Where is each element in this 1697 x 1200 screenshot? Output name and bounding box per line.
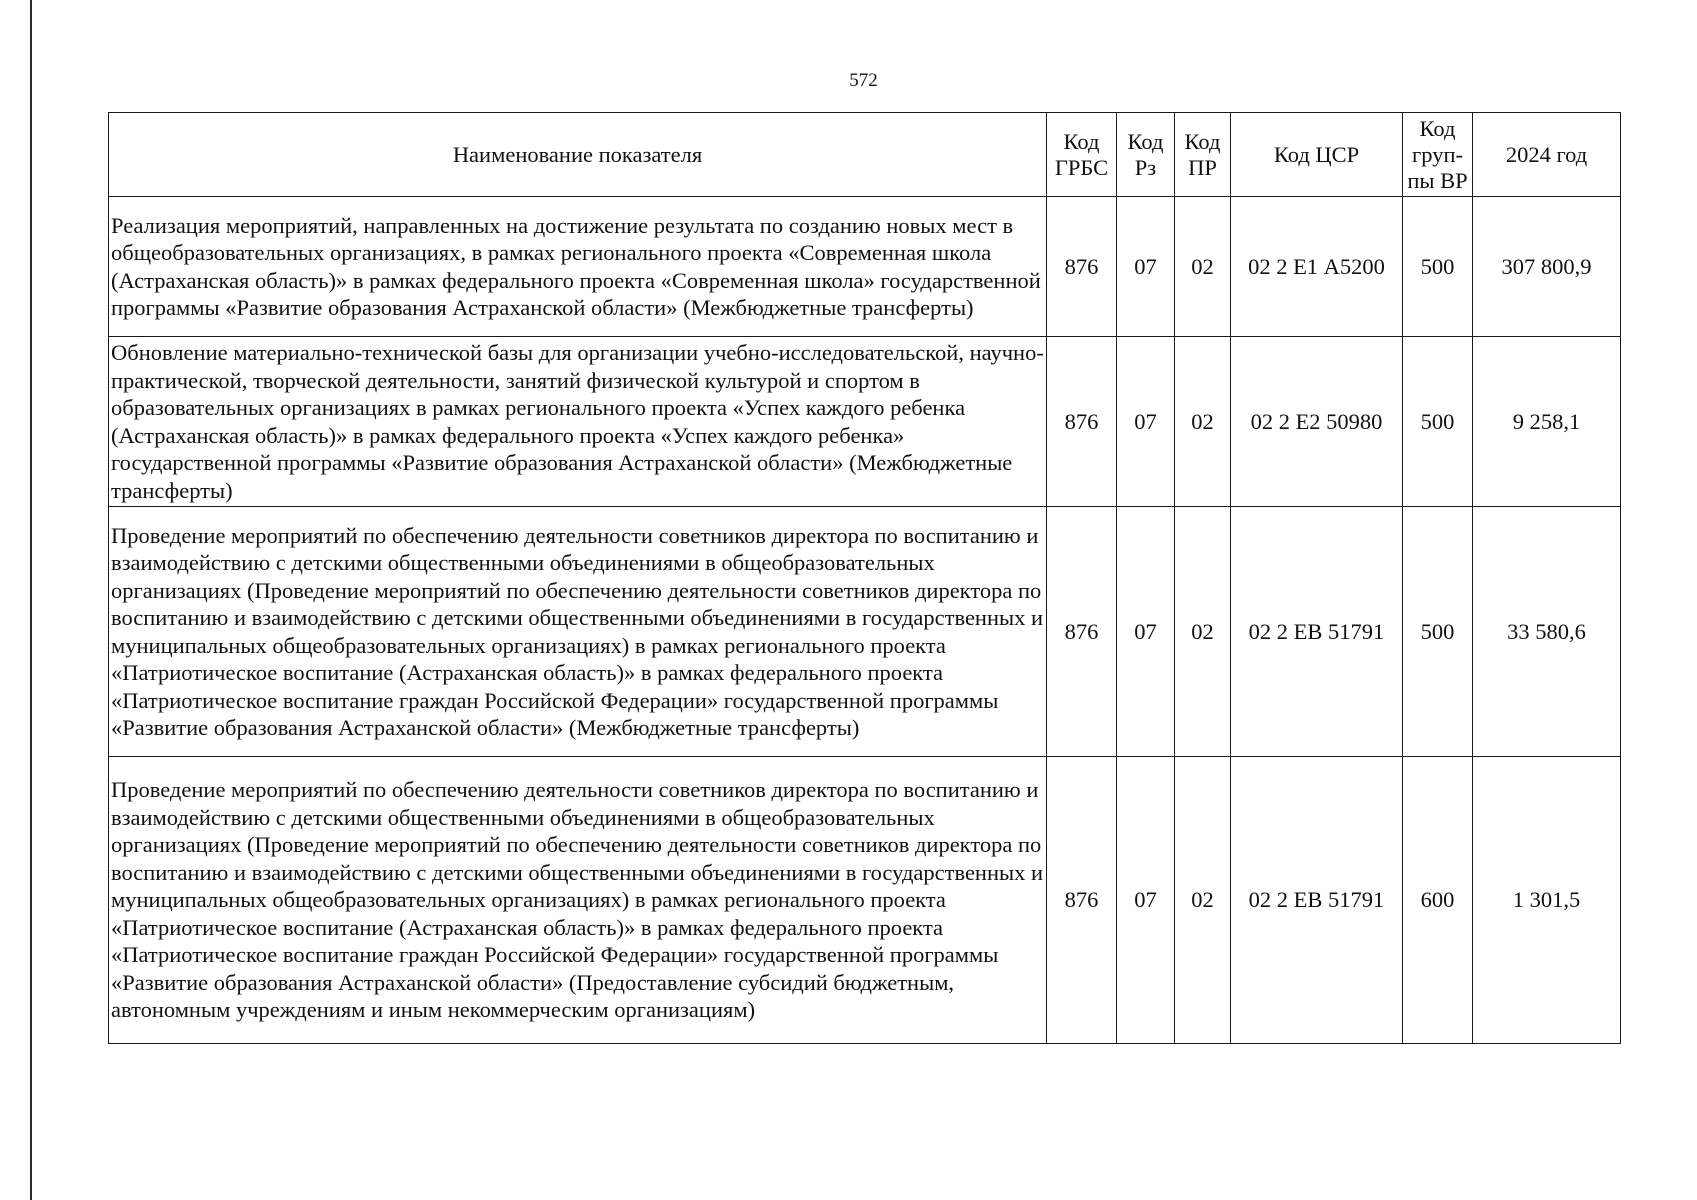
budget-table xyxy=(108,112,1621,1044)
cell-name: Обновление материально-технической базы для организации учебно-исследовательской, научно-практической, творческой деятельности, занятий физической культурой и спортом в образовательных организациях в рамках регионального проекта «Успех каждого ребенка (Астраханская область)» в рамках федерального проекта «Успех каждого ребенка» государственной программы «Развитие образования Астраханской области» (Межбюджетные трансферты) xyxy=(109,337,1047,507)
header-rz: Код Рз xyxy=(1117,113,1175,197)
cell-rz: 07 xyxy=(1117,197,1175,337)
cell-csr: 02 2 ЕВ 51791 xyxy=(1231,507,1403,757)
table-row xyxy=(109,197,1621,337)
header-csr: Код ЦСР xyxy=(1231,113,1403,197)
cell-grbs: 876 xyxy=(1047,507,1117,757)
cell-grbs: 876 xyxy=(1047,757,1117,1044)
cell-pr: 02 xyxy=(1175,337,1231,507)
cell-rz: 07 xyxy=(1117,757,1175,1044)
cell-grbs: 876 xyxy=(1047,337,1117,507)
cell-amount: 307 800,9 xyxy=(1473,197,1621,337)
cell-pr: 02 xyxy=(1175,197,1231,337)
page-number: 572 xyxy=(849,70,878,91)
cell-pr: 02 xyxy=(1175,757,1231,1044)
cell-csr: 02 2 ЕВ 51791 xyxy=(1231,757,1403,1044)
header-year: 2024 год xyxy=(1473,113,1621,197)
cell-name: Проведение мероприятий по обеспечению деятельности советников директора по воспитанию и взаимодействию с детскими общественными объединениями в общеобразовательных организациях (Проведение мероприятий по обеспечению деятельности советников директора по воспитанию и взаимодействию с детскими общественными объединениями в государственных и муниципальных общеобразовательных организациях) в рамках регионального проекта «Патриотическое воспитание (Астраханская область)» в рамках федерального проекта «Патриотическое воспитание граждан Российской Федерации» государственной программы «Развитие образования Астраханской области» (Предоставление субсидий бюджетным, автономным учреждениям и иным некоммерческим организациям) xyxy=(109,757,1047,1044)
header-pr: Код ПР xyxy=(1175,113,1231,197)
header-grbs: Код ГРБС xyxy=(1047,113,1117,197)
table-row xyxy=(109,507,1621,757)
table-header-row xyxy=(109,113,1621,197)
cell-amount: 9 258,1 xyxy=(1473,337,1621,507)
cell-amount: 33 580,6 xyxy=(1473,507,1621,757)
binding-margin-line xyxy=(30,0,32,1200)
cell-csr: 02 2 Е2 50980 xyxy=(1231,337,1403,507)
cell-csr: 02 2 Е1 А5200 xyxy=(1231,197,1403,337)
header-vr: Код груп-пы ВР xyxy=(1403,113,1473,197)
table-row xyxy=(109,757,1621,1044)
cell-rz: 07 xyxy=(1117,507,1175,757)
cell-name: Проведение мероприятий по обеспечению деятельности советников директора по воспитанию и взаимодействию с детскими общественными объединениями в общеобразовательных организациях (Проведение мероприятий по обеспечению деятельности советников директора по воспитанию и взаимодействию с детскими общественными объединениями в государственных и муниципальных общеобразовательных организациях) в рамках регионального проекта «Патриотическое воспитание (Астраханская область)» в рамках федерального проекта «Патриотическое воспитание граждан Российской Федерации» государственной программы «Развитие образования Астраханской области» (Межбюджетные трансферты) xyxy=(109,507,1047,757)
cell-amount: 1 301,5 xyxy=(1473,757,1621,1044)
cell-grbs: 876 xyxy=(1047,197,1117,337)
cell-vr: 500 xyxy=(1403,337,1473,507)
header-name: Наименование показателя xyxy=(109,113,1047,197)
table-row xyxy=(109,337,1621,507)
cell-vr: 600 xyxy=(1403,757,1473,1044)
cell-rz: 07 xyxy=(1117,337,1175,507)
cell-pr: 02 xyxy=(1175,507,1231,757)
cell-vr: 500 xyxy=(1403,507,1473,757)
cell-name: Реализация мероприятий, направленных на достижение результата по созданию новых мест в общеобразовательных организациях, в рамках регионального проекта «Современная школа (Астраханская область)» в рамках федерального проекта «Современная школа» государственной программы «Развитие образования Астраханской области» (Межбюджетные трансферты) xyxy=(109,197,1047,337)
cell-vr: 500 xyxy=(1403,197,1473,337)
